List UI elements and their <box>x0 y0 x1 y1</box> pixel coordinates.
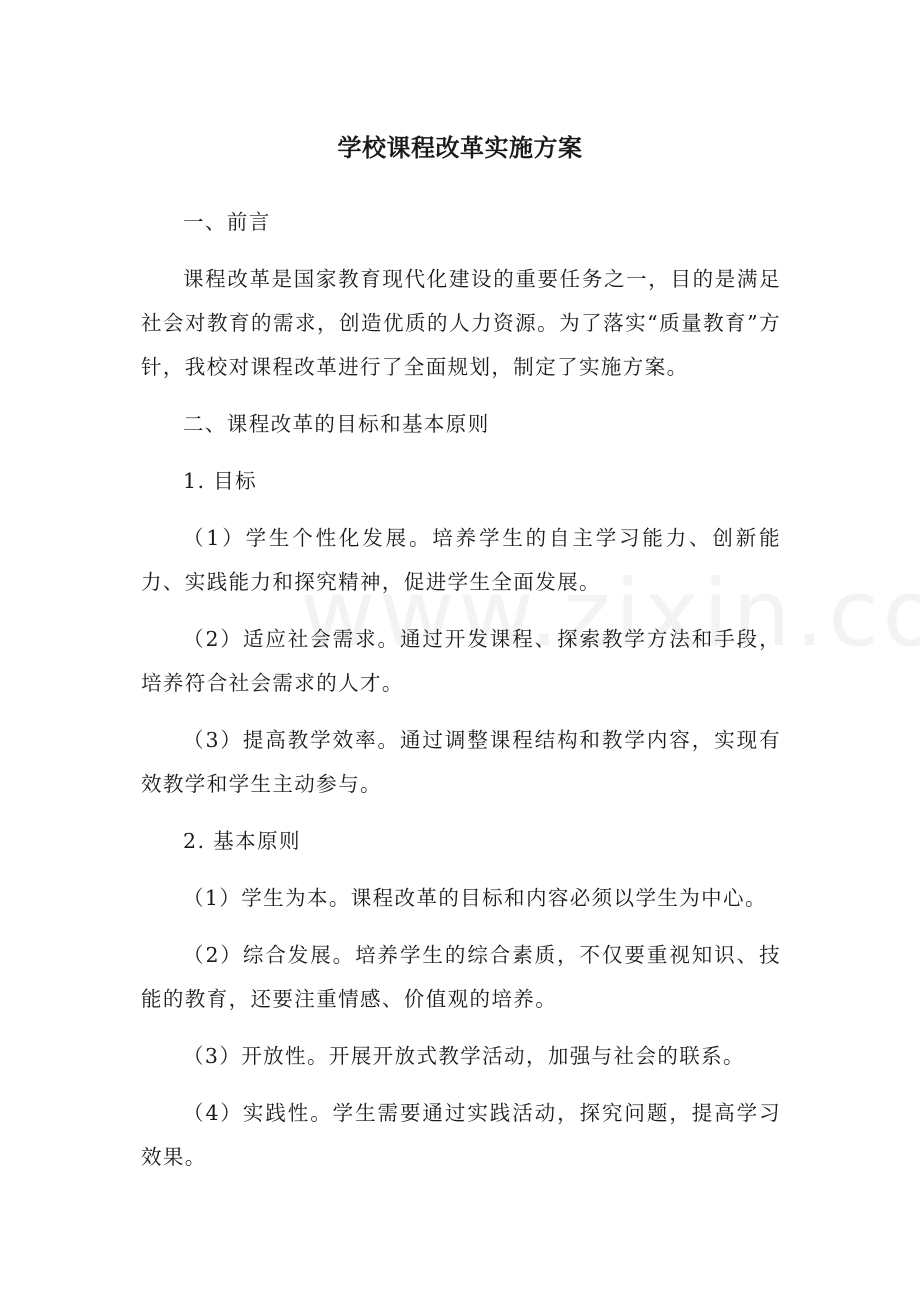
principle-item-4: （4）实践性。学生需要通过实践活动，探究问题，提高学习效果。 <box>141 1101 781 1169</box>
goal-item-1: （1）学生个性化发展。培养学生的自主学习能力、创新能力、实践能力和探究精神，促进学生全面发展。 <box>141 526 781 594</box>
section-heading-preface: 一、前言 <box>183 210 271 234</box>
goal-item-3: （3）提高教学效率。通过调整课程结构和教学内容，实现有效教学和学生主动参与。 <box>141 728 781 796</box>
goal-item-2: （2）适应社会需求。通过开发课程、探索教学方法和手段，培养符合社会需求的人才。 <box>141 627 781 695</box>
subheading-goals: 1. 目标 <box>183 469 258 493</box>
subheading-principles: 2. 基本原则 <box>183 829 301 853</box>
section-heading-goals-principles: 二、课程改革的目标和基本原则 <box>183 412 490 436</box>
document-body <box>141 200 781 1192</box>
principle-item-2: （2）综合发展。培养学生的综合素质，不仅要重视知识、技能的教育，还要注重情感、价值观的培养。 <box>141 943 781 1011</box>
document-title: 学校课程改革实施方案 <box>337 134 583 162</box>
paragraph-preface: 课程改革是国家教育现代化建设的重要任务之一，目的是满足社会对教育的需求，创造优质的人力资源。为了落实“质量教育”方针，我校对课程改革进行了全面规划，制定了实施方案。 <box>141 267 781 379</box>
principle-item-1: （1）学生为本。课程改革的目标和内容必须以学生为中心。 <box>183 886 767 910</box>
principle-item-3: （3）开放性。开展开放式教学活动，加强与社会的联系。 <box>183 1044 745 1068</box>
